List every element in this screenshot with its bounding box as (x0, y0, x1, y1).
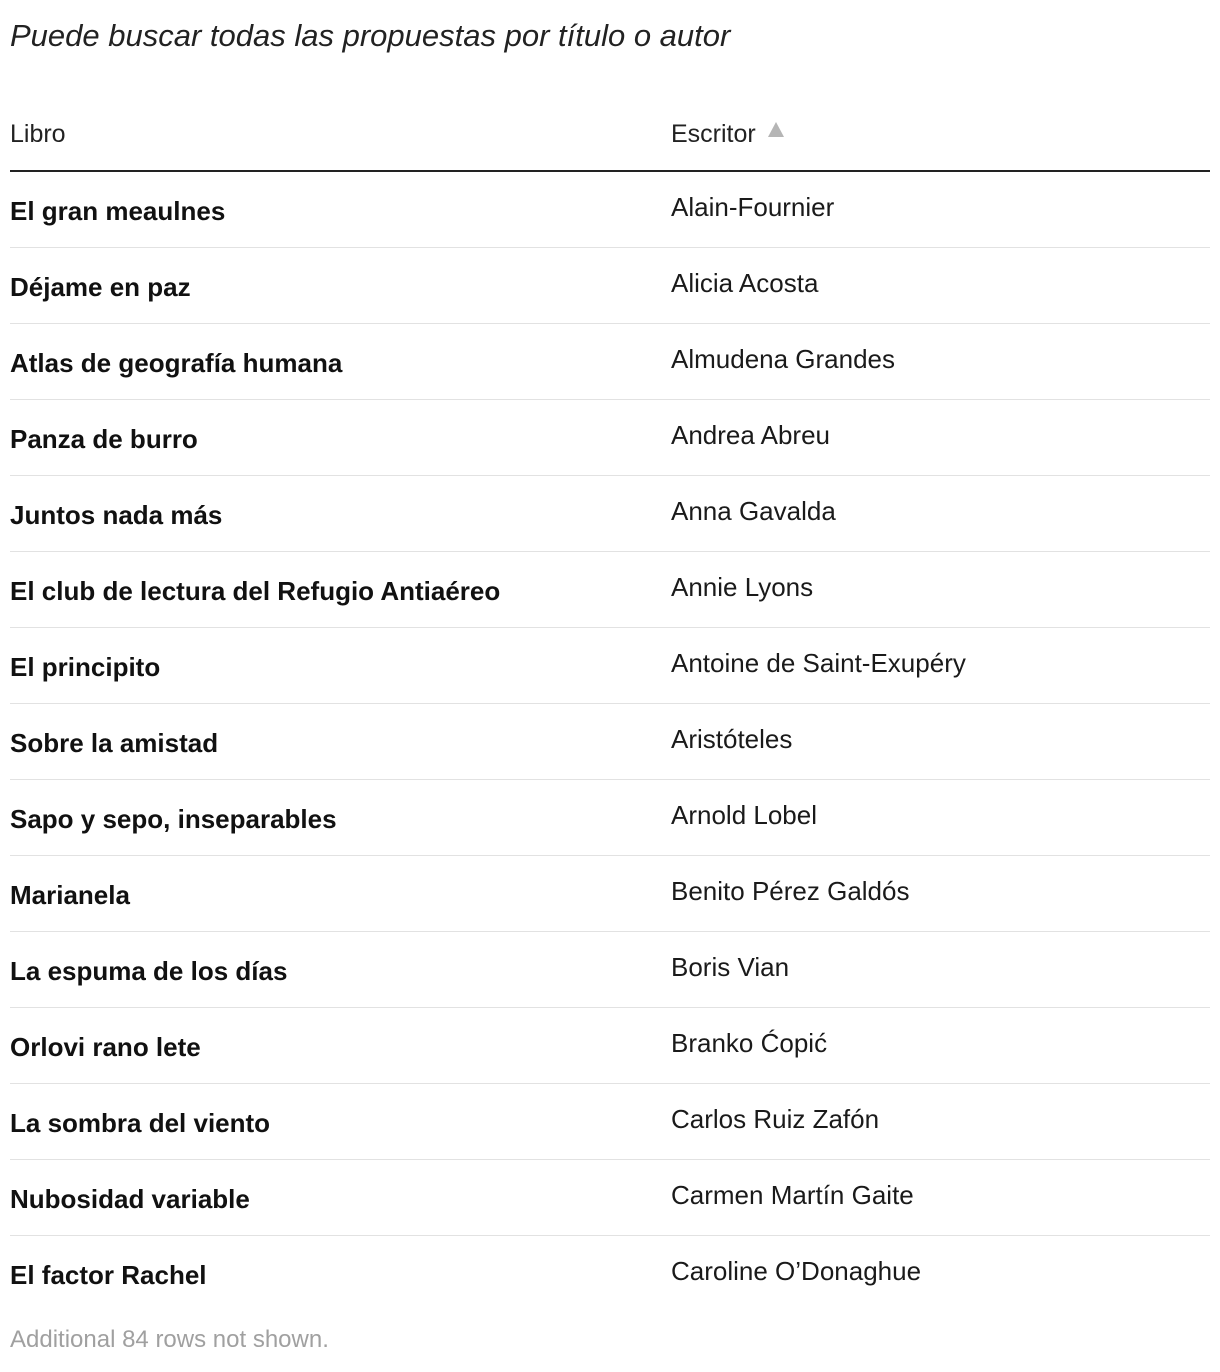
table-row (10, 248, 1210, 324)
table-row (10, 172, 1210, 248)
book-title-cell: El principito (10, 652, 161, 682)
author-cell: Branko Ćopić (671, 1028, 828, 1058)
table-row (10, 628, 1210, 704)
book-title-cell: Sobre la amistad (10, 728, 219, 758)
table-body (10, 172, 1210, 1311)
table-row (10, 400, 1210, 476)
author-cell: Arnold Lobel (671, 800, 817, 830)
book-title-cell: La espuma de los días (10, 956, 288, 986)
table-row (10, 932, 1210, 1008)
table-header (10, 100, 1210, 172)
book-title-cell: La sombra del viento (10, 1108, 271, 1138)
table-row (10, 704, 1210, 780)
table-row (10, 1236, 1210, 1311)
column-header-escritor-label: Escritor (671, 120, 756, 148)
sort-ascending-icon[interactable] (768, 122, 784, 137)
author-cell: Alicia Acosta (671, 268, 819, 298)
book-title-cell: Panza de burro (10, 424, 198, 454)
column-header-libro[interactable]: Libro (10, 120, 66, 148)
author-cell: Caroline O’Donaghue (671, 1256, 922, 1286)
table-row (10, 324, 1210, 400)
table-row (10, 552, 1210, 628)
author-cell: Boris Vian (671, 952, 790, 982)
book-title-cell: Nubosidad variable (10, 1184, 250, 1214)
column-header-escritor[interactable] (671, 120, 784, 149)
book-title-cell: Sapo y sepo, inseparables (10, 804, 337, 834)
author-cell: Antoine de Saint-Exupéry (671, 648, 966, 678)
author-cell: Carmen Martín Gaite (671, 1180, 914, 1210)
table-row (10, 780, 1210, 856)
book-title-cell: Marianela (10, 880, 130, 910)
author-cell: Anna Gavalda (671, 496, 836, 526)
book-title-cell: El gran meaulnes (10, 196, 226, 226)
author-cell: Aristóteles (671, 724, 793, 754)
table-row (10, 1160, 1210, 1236)
table-row (10, 856, 1210, 932)
books-table (10, 100, 1210, 1311)
book-title-cell: El club de lectura del Refugio Antiaéreo (10, 576, 501, 606)
author-cell: Annie Lyons (671, 572, 814, 602)
author-cell: Carlos Ruiz Zafón (671, 1104, 880, 1134)
author-cell: Almudena Grandes (671, 344, 896, 374)
table-subtitle: Puede buscar todas las propuestas por título o autor (10, 18, 731, 53)
author-cell: Benito Pérez Galdós (671, 876, 910, 906)
table-row (10, 1008, 1210, 1084)
author-cell: Alain-Fournier (671, 192, 835, 222)
book-title-cell: Juntos nada más (10, 500, 223, 530)
book-title-cell: Orlovi rano lete (10, 1032, 201, 1062)
author-cell: Andrea Abreu (671, 420, 831, 450)
book-title-cell: Atlas de geografía humana (10, 348, 343, 378)
book-title-cell: Déjame en paz (10, 272, 191, 302)
book-title-cell: El factor Rachel (10, 1260, 207, 1290)
table-row (10, 476, 1210, 552)
rows-not-shown-note: Additional 84 rows not shown. (10, 1326, 329, 1353)
table-row (10, 1084, 1210, 1160)
